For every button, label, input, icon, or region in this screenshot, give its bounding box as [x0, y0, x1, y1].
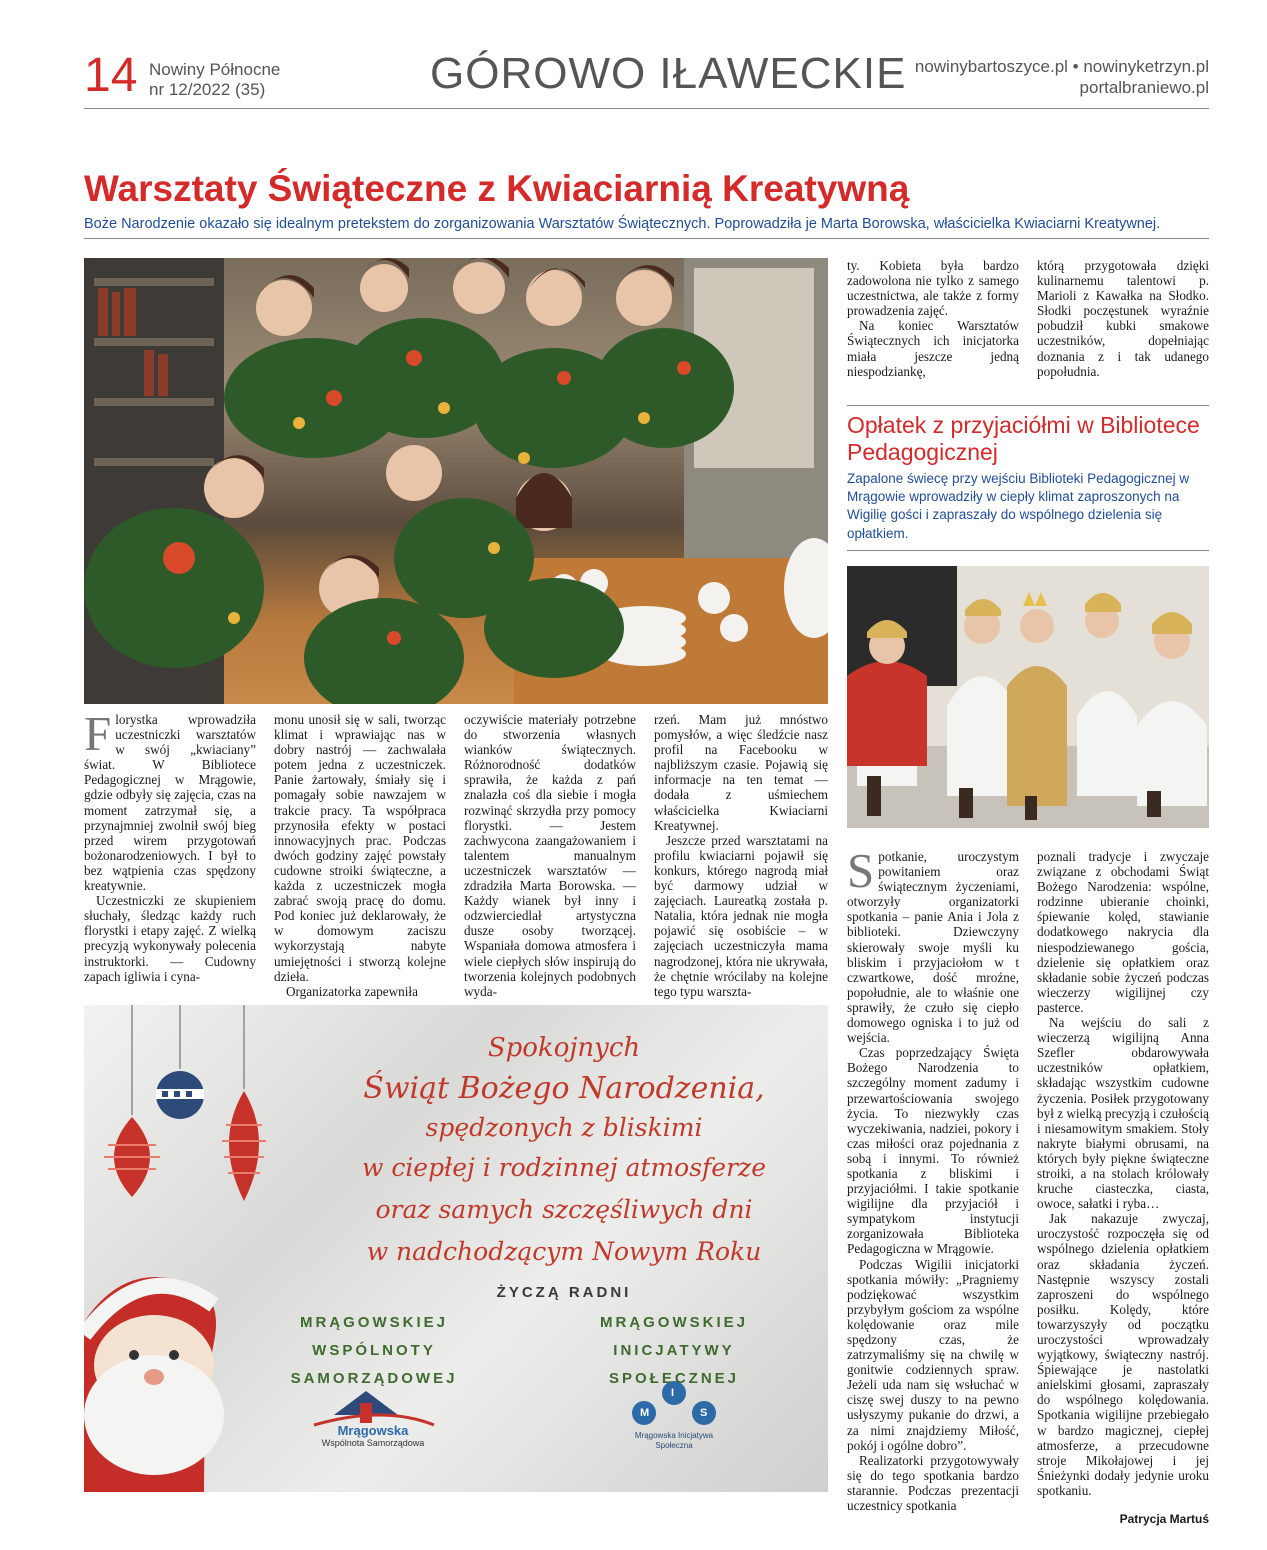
article2-paragraph: Czas poprzedzający Święta Bożego Narodzenia to szczególny moment zadumy i przewartościowania swojego życia. To niezwykły czas wyczekiwania, nadziei, pokory i czas miłości oraz pojednania z sobą i innymi. To również spotkania z bliskimi i przyjaciółmi. I takie spotkanie wigilijne dla przyjaciół i sympatykom instytucji zorganizowała Biblioteka Pedagogiczna w Mrągowie. — [847, 1045, 1019, 1257]
article1-column-6 — [1037, 258, 1209, 379]
ornament-red-right — [222, 1091, 266, 1201]
greeting-line-4: w ciepłej i rodzinnej atmosferze — [361, 1153, 767, 1182]
group-2-line: SPOŁECZNEJ — [608, 1370, 740, 1387]
website-links-2[interactable]: portalbraniewo.pl — [1079, 78, 1209, 97]
wishers-label: ŻYCZĄ RADNI — [496, 1284, 632, 1301]
article1-paragraph: oczywiście materiały potrzebne do stworzenia własnych wianków świątecznych. Różnorodność dodatków sprawiła, że każda z pań znalazła coś dla siebie i mogła rozwinąć skrzydła przy pomocy florystki. — Jestem zachwycona zaangażowaniem i talentem manualnym uczestniczek warsztatów — zdradziła Marta Borowska. — Każdy wianek był inny i odzwierciedlał artystyczna dusze osoby tworzącej. Wspaniała domowa atmosfera i wiele ciepłych słów inspirują do tworzenia kolejnych podobnych wyda- — [464, 712, 636, 999]
website-links-1[interactable]: nowinybartoszyce.pl • nowinyketrzyn.pl — [914, 57, 1209, 76]
article1-column-5 — [847, 258, 1019, 379]
article1-column-2 — [274, 712, 446, 999]
article1-paragraph — [84, 706, 256, 894]
article2-paragraph — [847, 843, 1019, 1046]
article2-lead: Zapalone świecę przy wejściu Biblioteki Pedagogicznej w Mrągowie wprowadziły w ciepły klimat zaproszonych na Wigilię gości i zapraszały do wspólnego dzielenia się opłatkiem. — [847, 471, 1190, 541]
article2-author: Patrycja Martuś — [1119, 1512, 1209, 1526]
santa-illustration — [84, 1277, 224, 1492]
article1-paragraph: rzeń. Mam już mnóstwo pomysłów, a więc śledźcie nasz profil na Facebooku w najbliższym czasie. Pojawią się informacje na ten temat — dodała z uśmiechem właścicielka Kwiaciarni Kreatywnej. — [654, 712, 828, 833]
greeting-line-5: oraz samych szczęśliwych dni — [375, 1195, 753, 1224]
paragraph-text: potkanie, uroczystym powitaniem oraz świątecznym życzeniami, otworzyły organizatorki spotkania – panie Ania i Jola z biblioteki. Dziewczyny skierowały swoje myśli ku bliskim i przyjaciołom w t czwartkowe, dość mroźne, popołudnie, ale to właśnie one sprawiły, że czuło się ciepło domowego ogniska i to już od wejścia. — [847, 849, 1019, 1046]
group-2-name — [574, 1309, 774, 1393]
article2-top-divider — [847, 405, 1209, 406]
logo-inicjatywa-subtitle: Społeczna — [655, 1441, 693, 1450]
article2-lead-divider — [847, 550, 1209, 551]
group-1-line: MRĄGOWSKIEJ — [299, 1314, 448, 1331]
greeting-line-1: Spokojnych — [487, 1033, 641, 1063]
article2-paragraph: poznali tradycje i zwyczaje związane z obchodami Świąt Bożego Narodzenia: wspólne, rodzinne ubieranie choinki, śpiewanie kolęd, stawianie dodatkowego nakrycia dla niespodziewanego gościa, dzielenie się opłatkiem oraz składanie sobie życzeń podczas wieczerzy wigilijnej czy pasterce. — [1037, 849, 1209, 1015]
logo-wspolnota-text — [298, 1425, 448, 1449]
greeting-line-2: Świąt Bożego Narodzenia, — [363, 1071, 765, 1106]
christmas-eve-photo — [847, 566, 1209, 828]
article1-paragraph: monu unosił się w sali, tworząc klimat i wprawiając nas w dobry nastrój — zachwalała potem jedna z uczestniczek. Panie żartowały, śmiały się i pomagały sobie nawzajem w trakcie pracy. Ta współpraca przynosiła efekty w postaci innowacyjnych prac. Podczas dwóch godziny zajęć powstały cudowne stroiki świąteczne, a każda z uczestniczek mogła zabrać swoją pracę do domu. Pod koniec już deklarowały, że w domowym zaciszu wykorzystają nabyte umiejętności i stworzą kolejne dzieła. — [274, 712, 446, 984]
workshop-photo-illustration — [84, 258, 828, 704]
article2-paragraph: Realizatorki przygotowywały się do tego spotkania bardzo starannie. Podczas prezentacji uczestnicy spotkania — [847, 1452, 1019, 1514]
logo-wspolnota-name: Mrągowska — [337, 1423, 409, 1438]
greeting-line-6: w nadchodzącym Nowym Roku — [366, 1237, 762, 1266]
logo-wspolnota-subtitle: Wspólnota Samorządowa — [321, 1438, 425, 1448]
page-number: 14 — [84, 49, 138, 102]
logo-wspolnota — [314, 1391, 434, 1425]
article1-paragraph: Na koniec Warsztatów Świątecznych ich inicjatorka miała jeszcze jedną niespodziankę, — [847, 318, 1019, 379]
group-2-line: MRĄGOWSKIEJ — [599, 1314, 748, 1331]
article2-column-2 — [1037, 849, 1209, 1498]
ornament-red-left — [104, 1117, 160, 1197]
group-2-line: INICJATYWY — [613, 1342, 735, 1359]
publication-info — [149, 60, 280, 100]
logo-inicjatywa-text — [604, 1431, 744, 1451]
issue-number: nr 12/2022 (35) — [149, 80, 266, 99]
article1-paragraph: Organizatorka zapewniła — [286, 983, 418, 999]
article1-column-4 — [654, 712, 828, 999]
websites — [915, 56, 1209, 98]
article-headline: Warsztaty Świąteczne z Kwiaciarnią Kreatywną — [84, 168, 910, 209]
publication-name: Nowiny Północne — [149, 60, 281, 79]
article1-column-1 — [84, 706, 256, 984]
article2-paragraph: Na wejściu do sali z wieczerzą wigilijną Anna Szefler obdarowywała uczestników opłatkiem, składając wszystkim cudowne życzenia. Posiłek przygotowany był z wielką precyzją i czułością i niesamowitym smakiem. Stoły nakryte białymi obrusami, na których były piękne świąteczne stroiki, a na stolach królowały kruche ciasteczka, ciasta, owoce, sałatki i ryba… — [1037, 1015, 1209, 1212]
article2-paragraph: Jak nakazuje zwyczaj, uroczystość rozpoczęła się od wspólnego dzielenia opłatkiem oraz składania życzeń. Następnie wszyscy zostali zaproszeni do wspólnego posiłku. Kolędy, które towarzyszyły od początku uroczystości wprowadzały wyjątkowy, świąteczny nastrój. Śpiewające je nastolatki anielskimi głosami, zapraszały do wspólnego kolędowania. Spotkania wigilijne przebiegało w bardzo magicznej, ciepłej atmosferze, a przecudowne stroje Mikołajowej i jej Śnieżynki dodały jedynie uroku spotkaniu. — [1037, 1211, 1209, 1498]
logo-letter: M — [640, 1407, 650, 1419]
article1-paragraph: Jeszcze przed warsztatami na profilu kwiaciarni pojawił się konkurs, którego nagrodą miał być darmowy udział w zajęciach. Laureatką została p. Natalia, która jednak nie mogła pojawić się osobiście – w zajęciach uczestniczyła mama nagrodzonej, która nie ukrywała, że chętnie wrócilaby na kolejne tego typu warszta- — [654, 832, 828, 999]
logo-letter: I — [671, 1387, 675, 1399]
paragraph-text: lorystka wprowadziła uczestniczki warsztatów w swój „kwiaciany” świat. W Bibliotece Pedagogicznej w Mrągowie, gdzie odbyły się zajęcia, czas na moment zatrzymał się, a przynajmniej zwolnił swój bieg przed wirem przygotowań bożonarodzeniowych. I był to bez wątpienia czas spędzony kreatywnie. — [84, 712, 256, 894]
lead-divider — [84, 238, 1209, 239]
article1-paragraph: którą przygotowała dzięki kulinarnemu talentowi p. Marioli z Kawałka na Słodko. Słodki poczęstunek wyraźnie pobudził kubki smakowe uczestników, dopełniając doznania z i tak udanego popołudnia. — [1037, 258, 1209, 379]
header-divider — [84, 108, 1209, 109]
greeting-card-advert — [84, 1005, 828, 1492]
logo-inicjatywa-name: Mrągowska Inicjatywa — [634, 1431, 714, 1440]
article2-paragraph: Podczas Wigilii inicjatorki spotkania mówiły: „Pragniemy podziękować wszystkim przybyłym gościom za wspólne kolędowanie oraz mile spędzony czas, że zatrzymaliśmy się na chwilę w gonitwie codziennych spraw. Jeżeli uda nam się wsłuchać w ciszę swej duszy to na pewno usłyszymy pukanie do drzwi, a za nimi znajdziemy Miłość, pokój i ogólne dobro”. — [847, 1256, 1019, 1453]
logo-letter: S — [700, 1407, 708, 1419]
section-title: GÓROWO IŁAWECKIE — [430, 49, 907, 98]
greeting-line-3: spędzonych z bliskimi — [425, 1113, 703, 1142]
drop-cap: S — [847, 843, 875, 898]
christmas-eve-photo-illustration — [847, 566, 1209, 828]
article1-paragraph: ty. Kobieta była bardzo zadowolona nie tylko z samego uczestnictwa, ale także z formy prowadzenia zajęć. — [847, 258, 1019, 319]
article-lead: Boże Narodzenie okazało się idealnym pretekstem do zorganizowania Warsztatów Świątecznych. Poprowadziła je Marta Borowska, właścicielka Kwiaciarni Kreatywnej. — [84, 216, 1161, 232]
ornament-navy — [156, 1071, 204, 1119]
article2-headline: Opłatek z przyjaciółmi w Bibliotece Pedagogicznej — [847, 412, 1200, 465]
drop-cap: F — [84, 706, 112, 761]
article1-column-3 — [464, 712, 636, 999]
article1-paragraph: Uczestniczki ze skupieniem słuchały, śledząc każdy ruch florystki i etapy zajęć. Z wielką precyzją wykonywały polecenia instruktorki. — Cudowny zapach igliwia i cyna- — [84, 893, 256, 984]
article2-column-1 — [847, 843, 1019, 1514]
workshop-photo — [84, 258, 828, 704]
group-1-line: SAMORZĄDOWEJ — [290, 1370, 458, 1387]
group-1-name — [274, 1309, 474, 1393]
group-1-line: WSPÓLNOTY — [312, 1342, 436, 1359]
